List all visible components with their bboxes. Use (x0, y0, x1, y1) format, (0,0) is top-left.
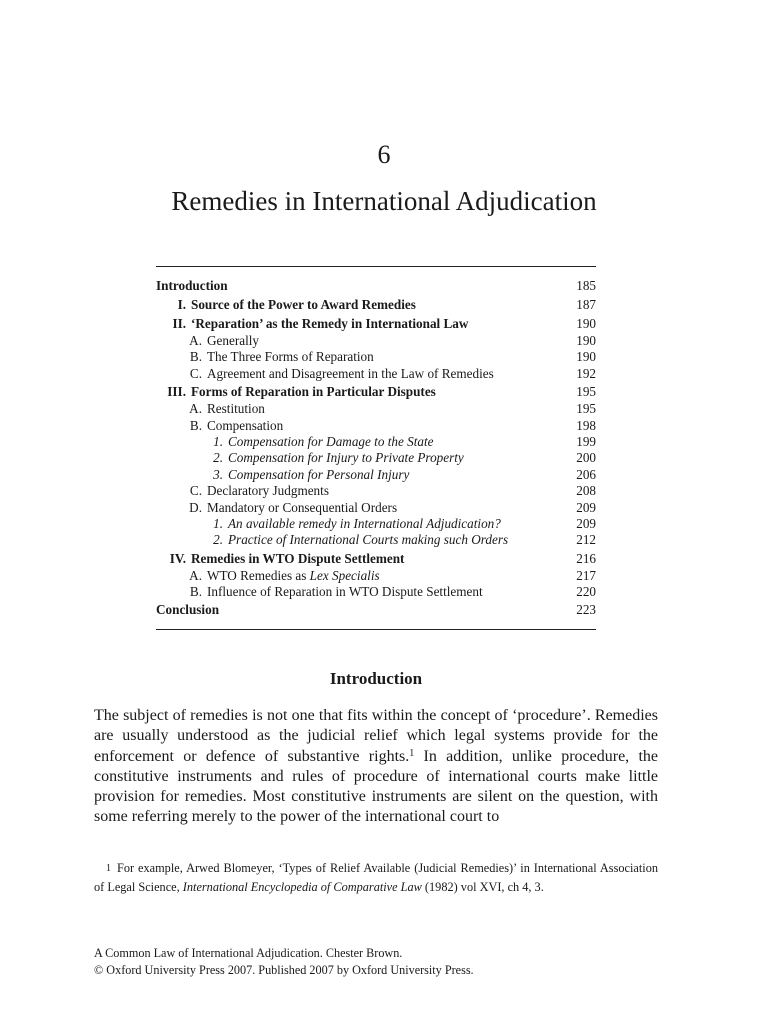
toc-entry-page: 200 (576, 450, 596, 466)
toc-entry-label-text: Compensation for Personal Injury (228, 466, 410, 482)
toc-entry-label-text: Compensation for Injury to Private Property (228, 450, 464, 466)
toc-entry-label (207, 366, 556, 382)
toc-entry-page: 187 (576, 297, 596, 312)
toc-entry-marker: 3. (213, 466, 223, 482)
toc-entry-marker: A. (189, 567, 202, 583)
toc-entry-marker: A. (189, 401, 202, 417)
toc-entry-label-text: Compensation for Damage to the State (228, 433, 434, 449)
footnote-text-b: (1982) vol XVI, ch 4, 3. (421, 880, 544, 894)
toc-entry[interactable] (156, 314, 596, 333)
toc-entry-marker: 2. (213, 532, 223, 548)
footnote-text-a: For example, Arwed Blomeyer, ‘Types of Relief Available (Judicial Remedies)’ in International Association of Legal Science, (94, 861, 658, 894)
toc-entry-marker: A. (189, 333, 202, 348)
toc-entry-page: 217 (576, 567, 596, 583)
toc-entry[interactable] (156, 500, 596, 516)
toc-entry-page: 190 (576, 316, 596, 331)
toc-entry-label (207, 401, 556, 417)
toc-entry-page: 195 (576, 384, 596, 400)
toc-entry[interactable] (156, 434, 596, 450)
footnote-text-italic: International Encyclopedia of Comparative Law (182, 880, 422, 894)
toc-entry-marker: B. (189, 584, 202, 600)
toc-entry-marker: 1. (213, 515, 223, 531)
toc-entry-label (207, 500, 556, 516)
toc-entry-page: 206 (576, 466, 596, 482)
toc-entry-marker: I. (177, 297, 186, 312)
toc-entry-label (156, 276, 556, 295)
toc-entry-label-text: WTO Remedies as (207, 567, 310, 583)
toc-entry[interactable] (156, 418, 596, 434)
toc-entry[interactable] (156, 483, 596, 499)
body-text-a: The subject of remedies is not one that fits within the concept of ‘procedure’. Remedies are usually understood as the judicial relief which legal systems provide for the enforcement or defence of substantive rights. (94, 707, 658, 765)
toc-entry-label (228, 434, 556, 450)
toc-entry-marker: IV. (169, 550, 186, 566)
toc-entry-label (191, 549, 556, 568)
toc-entry-marker: II. (172, 316, 186, 331)
toc-entry[interactable] (156, 516, 596, 532)
toc-entry-label (207, 584, 556, 600)
toc-entry-label-text: Restitution (207, 401, 265, 417)
toc-entry[interactable] (156, 600, 596, 619)
toc-entry[interactable] (156, 467, 596, 483)
toc-entry-label-text: Introduction (156, 278, 228, 293)
chapter-title: Remedies in International Adjudication (171, 186, 597, 216)
footnote-number: 1 (106, 863, 111, 874)
toc-entry-label (207, 483, 556, 499)
toc-entry[interactable] (156, 532, 596, 548)
toc-entry-label (207, 568, 556, 584)
body-text-b: In addition, unlike procedure, the constitutive instruments and rules of procedure of international courts make little provision for remedies. Most constitutive instruments are silent on the question, with some referring merely to the power of the international court to (94, 747, 659, 826)
toc-entry-label-text: ‘Reparation’ as the Remedy in International Law (191, 316, 469, 331)
toc-entry[interactable] (156, 568, 596, 584)
toc-entry[interactable] (156, 450, 596, 466)
toc-entry-label-text: Mandatory or Consequential Orders (207, 499, 398, 515)
toc-entry-label-text: Generally (207, 333, 259, 348)
toc-entry-label-text: Practice of International Courts making such Orders (228, 532, 509, 548)
toc-entry-label-text: Agreement and Disagreement in the Law of Remedies (207, 365, 494, 381)
toc-entry-label-text: Influence of Reparation in WTO Dispute Settlement (207, 584, 483, 600)
toc-entry-page: 199 (576, 433, 596, 449)
toc-entry-label (228, 450, 556, 466)
toc-entry-page: 209 (576, 499, 596, 515)
toc-entry-label-text: The Three Forms of Reparation (207, 349, 374, 365)
toc-entry-page: 195 (576, 401, 596, 417)
toc-entry-label-text: Source of the Power to Award Remedies (191, 297, 416, 312)
copyright-notice (94, 945, 694, 979)
footnote-reference[interactable]: 1 (409, 747, 415, 759)
section-heading: Introduction (329, 669, 423, 688)
toc-entry-page: 212 (576, 532, 596, 548)
toc-entry-page: 209 (576, 515, 596, 531)
toc-entry[interactable] (156, 401, 596, 417)
toc-entry-label (228, 516, 556, 532)
toc-entry-label (191, 314, 556, 333)
toc-entry-label (191, 295, 556, 314)
toc-entry-label (207, 349, 556, 365)
toc-entry-label-text: Compensation (207, 417, 284, 433)
toc-entry[interactable] (156, 366, 596, 382)
toc-entry-page: 185 (576, 278, 596, 293)
toc-entry-marker: 1. (213, 433, 223, 449)
footnote (94, 859, 658, 896)
toc-entry-marker: III. (167, 384, 186, 400)
toc-entry[interactable] (156, 333, 596, 349)
toc-entry-label-text: Forms of Reparation in Particular Disputes (191, 384, 436, 400)
toc-entry-marker: B. (189, 349, 202, 365)
toc-entry-marker: B. (189, 417, 202, 433)
toc-entry[interactable] (156, 549, 596, 568)
toc-entry[interactable] (156, 295, 596, 314)
toc-entry-label-text: Remedies in WTO Dispute Settlement (191, 550, 405, 566)
toc-entry-page: 198 (576, 417, 596, 433)
toc-entry-label-text: Conclusion (156, 602, 220, 618)
toc-entry-page: 190 (576, 349, 596, 365)
toc-entry-page: 223 (576, 602, 596, 618)
toc-entry-page: 216 (576, 550, 596, 566)
copyright-line-1: A Common Law of International Adjudication. Chester Brown. (94, 946, 403, 960)
toc-entry-page: 190 (576, 333, 596, 348)
copyright-line-2: © Oxford University Press 2007. Published 2007 by Oxford University Press. (94, 963, 474, 977)
toc-entry-marker: 2. (213, 450, 223, 466)
toc-entry[interactable] (156, 382, 596, 401)
toc-entry-page: 192 (576, 365, 596, 381)
toc-entry-marker: C. (189, 365, 202, 381)
toc-entry-label-italic: Lex Specialis (309, 567, 380, 583)
toc-entry[interactable] (156, 349, 596, 365)
chapter-number: 6 (377, 140, 391, 169)
toc-entry-label-text: Declaratory Judgments (207, 483, 329, 499)
toc-entry-label (228, 532, 556, 548)
toc-entry-marker: C. (189, 483, 202, 499)
table-of-contents (156, 266, 596, 630)
toc-entry-label-text: An available remedy in International Adjudication? (228, 515, 501, 531)
toc-entry[interactable] (156, 276, 596, 295)
toc-entry-page: 220 (576, 584, 596, 600)
toc-entry-page: 208 (576, 483, 596, 499)
toc-entry-label (156, 600, 556, 619)
toc-entry-label (228, 467, 556, 483)
toc-entry-label (207, 333, 556, 349)
body-paragraph (94, 706, 658, 828)
toc-entry[interactable] (156, 584, 596, 600)
toc-entry-label (191, 382, 556, 401)
toc-entry-marker: D. (189, 499, 202, 515)
toc-entry-label (207, 418, 556, 434)
